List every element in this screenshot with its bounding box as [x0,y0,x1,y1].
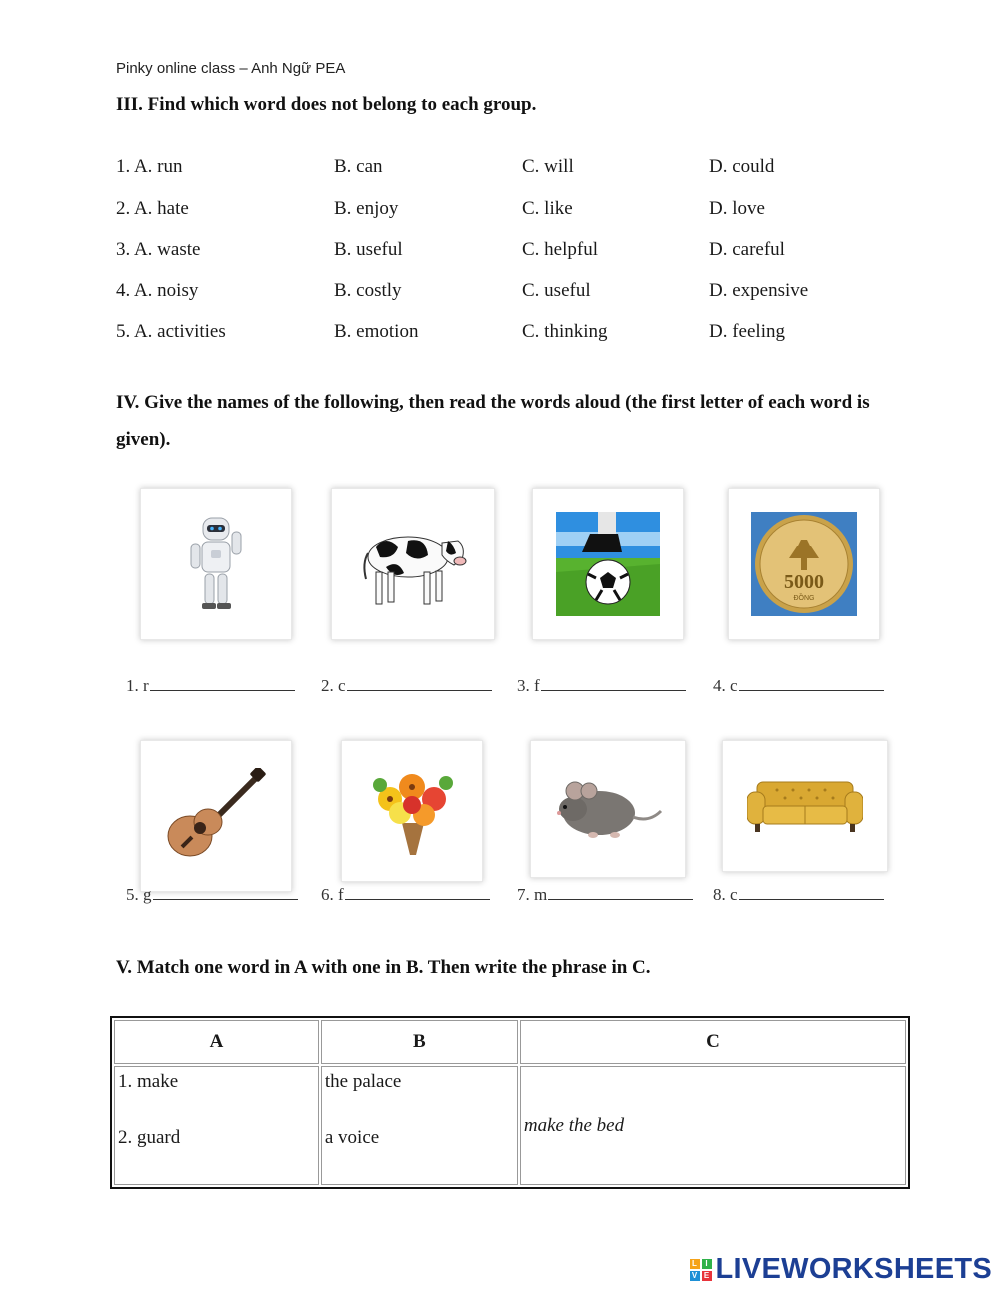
match-table [110,1016,910,1189]
picture-card [341,740,483,882]
option-a[interactable]: 2. A. hate [116,198,189,219]
mouse-icon [553,769,663,849]
football-icon [556,512,660,616]
answer-line[interactable] [150,676,295,691]
flowers-icon [366,763,458,859]
option-b[interactable]: B. useful [334,239,403,260]
word-a: 1. make [118,1071,179,1092]
answer-line[interactable] [345,885,490,900]
column-header-c: C [520,1020,906,1064]
picture-card [532,488,684,640]
picture-card [530,740,686,878]
option-a[interactable]: 1. A. run [116,156,183,177]
word-b: a voice [324,1127,380,1148]
option-c[interactable]: C. like [522,198,573,219]
column-b-cell [321,1066,518,1185]
answer-line[interactable] [739,676,884,691]
option-b[interactable]: B. can [334,156,383,177]
picture-card [722,740,888,872]
option-c[interactable]: C. will [522,156,574,177]
svg-text:ĐỒNG: ĐỒNG [793,595,815,602]
robot-icon [181,514,251,614]
option-c[interactable]: C. thinking [522,321,608,342]
answer-blank-7[interactable] [517,885,693,905]
option-d[interactable]: D. feeling [709,321,785,342]
answer-blank-2[interactable] [321,676,492,696]
option-d[interactable]: D. expensive [709,280,809,301]
word-b: the palace [324,1071,402,1092]
answer-blank-4[interactable] [713,676,884,696]
answer-line[interactable] [548,885,693,900]
option-a[interactable]: 4. A. noisy [116,280,199,301]
option-c[interactable]: C. useful [522,280,591,301]
answer-blank-8[interactable] [713,885,884,905]
option-c[interactable]: C. helpful [522,239,598,260]
section-5-title: V. Match one word in A with one in B. Then write the phrase in C. [116,957,651,978]
answer-blank-1[interactable] [126,676,295,696]
option-b[interactable]: B. emotion [334,321,419,342]
answer-blank-6[interactable] [321,885,490,905]
coin-icon [751,512,857,616]
logo-text: LIVEWORKSHEETS [715,1253,992,1285]
option-d[interactable]: D. could [709,156,775,177]
blank-prompt: 8. c [713,885,738,904]
svg-text:5000: 5000 [784,571,824,593]
section-4-title: IV. Give the names of the following, then read the words aloud (the first letter of each word is given). [116,392,870,450]
blank-prompt: 1. r [126,676,149,695]
blank-prompt: 6. f [321,885,344,904]
column-a-cell [114,1066,319,1185]
blank-prompt: 7. m [517,885,548,904]
option-a[interactable]: 5. A. activities [116,321,226,342]
answer-line[interactable] [347,676,492,691]
liveworksheets-logo [690,1253,993,1286]
option-a[interactable]: 3. A. waste [116,239,201,260]
picture-card [140,740,292,892]
picture-card [140,488,292,640]
answer-blank-5[interactable] [126,885,298,905]
column-c-answer[interactable]: make the bed [520,1066,906,1185]
column-header-a: A [114,1020,319,1064]
blank-prompt: 2. c [321,676,346,695]
picture-card [331,488,495,640]
blank-prompt: 4. c [713,676,738,695]
cow-icon [356,517,471,612]
couch-icon [747,776,863,836]
option-d[interactable]: D. love [709,198,765,219]
word-a: 2. guard [118,1127,181,1148]
column-header-b: B [321,1020,518,1064]
logo-mark-icon: L I V E [690,1259,712,1281]
picture-card [728,488,880,640]
option-b[interactable]: B. costly [334,280,402,301]
section-3-title: III. Find which word does not belong to each group. [116,94,537,115]
guitar-icon [164,768,268,864]
answer-blank-3[interactable] [517,676,686,696]
option-b[interactable]: B. enjoy [334,198,399,219]
answer-line[interactable] [739,885,884,900]
class-header: Pinky online class – Anh Ngữ PEA [116,60,346,77]
answer-line[interactable] [541,676,686,691]
blank-prompt: 5. g [126,885,152,904]
answer-line[interactable] [153,885,298,900]
option-d[interactable]: D. careful [709,239,785,260]
blank-prompt: 3. f [517,676,540,695]
